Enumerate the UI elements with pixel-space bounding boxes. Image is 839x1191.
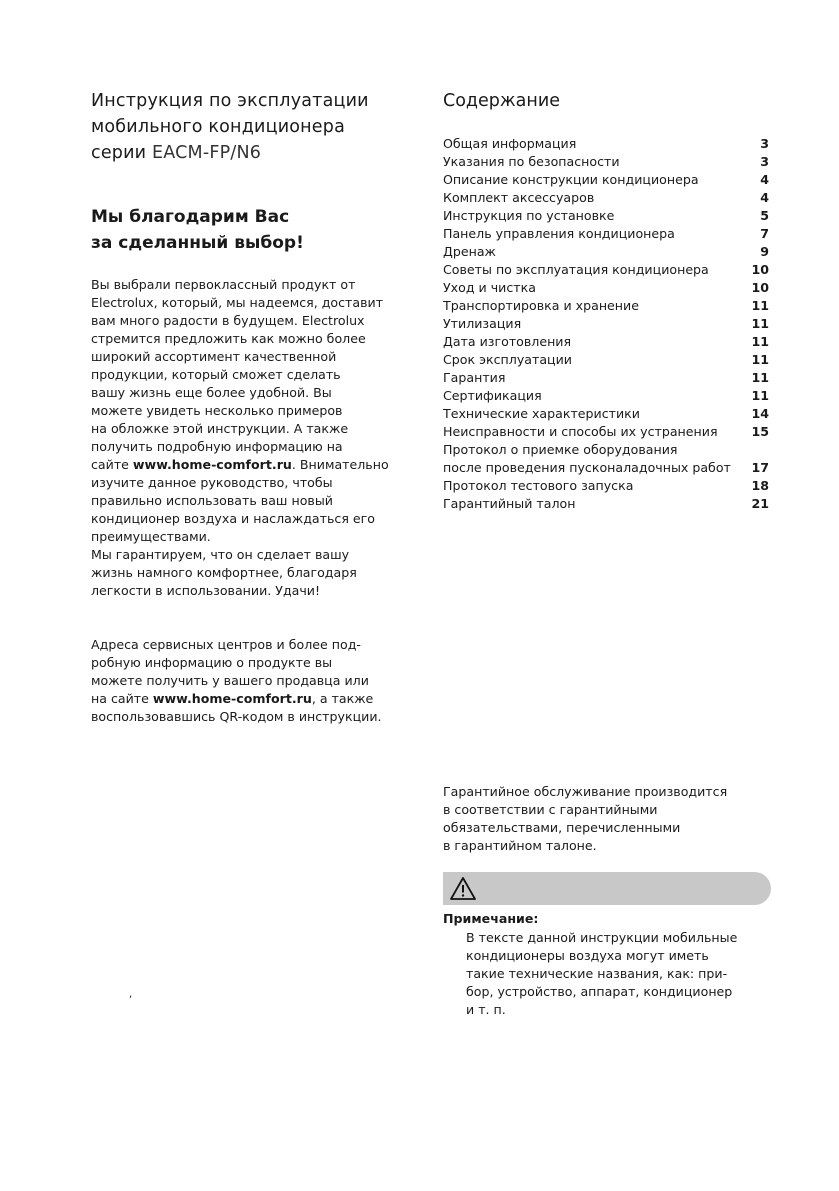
warranty-line: в гарантийном талоне.	[443, 838, 597, 853]
warranty-line: Гарантийное обслуживание производится	[443, 784, 728, 799]
toc-item-page: 11	[751, 352, 769, 367]
table-of-contents	[443, 88, 769, 511]
toc-item[interactable]	[443, 297, 769, 315]
note-line: кондиционеры воздуха могут иметь	[466, 948, 709, 963]
toc-item[interactable]	[443, 315, 769, 333]
toc-item-label: Гарантия	[443, 370, 506, 385]
intro-line: получить подробную информацию на	[91, 439, 343, 454]
toc-item-label: Срок эксплуатации	[443, 352, 572, 367]
toc-item-page: 7	[760, 226, 769, 241]
intro-line: преимуществами.	[91, 529, 211, 544]
title-line-1: Инструкция по эксплуатации	[91, 91, 369, 111]
toc-item-label: Комплект аксессуаров	[443, 190, 595, 205]
intro-line: сайте	[91, 457, 133, 472]
intro-text	[91, 276, 431, 600]
toc-item[interactable]	[443, 243, 769, 261]
left-column	[91, 88, 421, 724]
intro-line: Мы гарантируем, что он сделает вашу	[91, 547, 350, 562]
toc-item[interactable]	[443, 495, 769, 513]
warning-bar	[443, 872, 771, 905]
warning-triangle-icon	[449, 876, 477, 901]
toc-item[interactable]	[443, 153, 769, 171]
intro-line: можете увидеть несколько примеров	[91, 403, 343, 418]
toc-item-label: Общая информация	[443, 136, 577, 151]
toc-item[interactable]	[443, 423, 769, 441]
toc-item-label: Протокол тестового запуска	[443, 478, 634, 493]
toc-item-label: Уход и чистка	[443, 280, 536, 295]
note-label: Примечание:	[443, 911, 539, 926]
address-line: , а также	[311, 691, 374, 706]
toc-item-label: Транспортировка и хранение	[443, 298, 639, 313]
toc-item[interactable]	[443, 225, 769, 243]
toc-item-page: 11	[751, 334, 769, 349]
toc-item[interactable]	[443, 333, 769, 351]
thanks-line-2: за сделанный выбор!	[91, 233, 304, 253]
toc-item-page: 3	[760, 136, 769, 151]
website-link-2[interactable]: www.home-comfort.ru	[152, 691, 312, 706]
intro-line: изучите данное руководство, чтобы	[91, 475, 333, 490]
note-line: бор, устройство, аппарат, кондиционер	[466, 984, 733, 999]
toc-item[interactable]	[443, 171, 769, 189]
toc-item[interactable]	[443, 261, 769, 279]
toc-item-label: Дата изготовления	[443, 334, 572, 349]
intro-line: широкий ассортимент качественной	[91, 349, 337, 364]
toc-item-row	[443, 459, 769, 477]
address-line: Адреса сервисных центров и более под-	[91, 637, 361, 652]
toc-item[interactable]	[443, 351, 769, 369]
note-text	[466, 929, 771, 1019]
intro-line: кондиционер воздуха и наслаждаться его	[91, 511, 375, 526]
thanks-heading	[91, 204, 304, 256]
intro-line: правильно использовать ваш новый	[91, 493, 333, 508]
warranty-line: обязательствами, перечисленными	[443, 820, 681, 835]
intro-line: Electrolux, который, мы надеемся, доставит	[91, 295, 384, 310]
toc-item-page: 10	[751, 280, 769, 295]
toc-item-label: после проведения пусконаладочных работ	[443, 460, 731, 475]
toc-item-protocol[interactable]	[443, 441, 769, 477]
toc-item-label: Сертификация	[443, 388, 542, 403]
intro-line: вам много радости в будущем. Electrolux	[91, 313, 365, 328]
toc-item-label: Дренаж	[443, 244, 496, 259]
toc-item-page: 18	[751, 478, 769, 493]
intro-line: легкости в использовании. Удачи!	[91, 583, 321, 598]
intro-line: жизнь намного комфортнее, благодаря	[91, 565, 357, 580]
toc-item[interactable]	[443, 207, 769, 225]
note-line: В тексте данной инструкции мобильные	[466, 930, 738, 945]
toc-item-label: Указания по безопасности	[443, 154, 620, 169]
toc-item-page: 15	[751, 424, 769, 439]
toc-item-page: 10	[751, 262, 769, 277]
note-line: и т. п.	[466, 1002, 506, 1017]
title-line-2: мобильного кондиционера	[91, 117, 346, 137]
toc-item[interactable]	[443, 369, 769, 387]
toc-heading: Содержание	[443, 91, 560, 111]
toc-item[interactable]	[443, 387, 769, 405]
address-line: робную информацию о продукте вы	[91, 655, 333, 670]
toc-item-label: Утилизация	[443, 316, 522, 331]
intro-line: Вы выбрали первоклассный продукт от	[91, 277, 356, 292]
address-line: можете получить у вашего продавца или	[91, 673, 369, 688]
toc-item[interactable]	[443, 405, 769, 423]
toc-item-label: Описание конструкции кондиционера	[443, 172, 699, 187]
intro-line: вашу жизнь еще более удобной. Вы	[91, 385, 332, 400]
intro-line: стремится предложить как можно более	[91, 331, 366, 346]
toc-item-page: 21	[751, 496, 769, 511]
toc-list	[443, 135, 769, 513]
toc-item[interactable]	[443, 279, 769, 297]
service-address-text	[91, 636, 431, 726]
toc-item-page: 4	[760, 172, 769, 187]
model-name: EACM-FP/N6	[152, 143, 262, 163]
intro-line: на обложке этой инструкции. А также	[91, 421, 349, 436]
title-line-3-prefix: серии	[91, 143, 153, 163]
toc-item-label: Гарантийный талон	[443, 496, 576, 511]
toc-item-page: 17	[751, 460, 769, 475]
toc-item-page: 5	[760, 208, 769, 223]
warranty-text	[443, 783, 773, 855]
toc-item-page: 4	[760, 190, 769, 205]
thanks-line-1: Мы благодарим Вас	[91, 207, 290, 227]
toc-item-label: Неисправности и способы их устранения	[443, 424, 718, 439]
toc-item[interactable]	[443, 477, 769, 495]
intro-paragraph-1	[91, 276, 431, 546]
toc-item-page: 9	[760, 244, 769, 259]
toc-item[interactable]	[443, 189, 769, 207]
address-line: воспользовавшись QR-кодом в инструкции.	[91, 709, 382, 724]
toc-item-page: 14	[751, 406, 769, 421]
toc-item-label: Советы по эксплуатация кондиционера	[443, 262, 709, 277]
stray-mark: ,	[129, 989, 133, 1000]
address-line: на сайте	[91, 691, 153, 706]
intro-paragraph-2	[91, 546, 431, 600]
website-link[interactable]: www.home-comfort.ru	[132, 457, 292, 472]
intro-line: . Внимательно	[291, 457, 389, 472]
toc-item-page: 11	[751, 370, 769, 385]
intro-line: продукции, который сможет сделать	[91, 367, 341, 382]
toc-item-page: 3	[760, 154, 769, 169]
warranty-line: в соответствии с гарантийными	[443, 802, 658, 817]
toc-item-page: 11	[751, 298, 769, 313]
toc-item-label: Панель управления кондиционера	[443, 226, 675, 241]
note-line: такие технические названия, как: при-	[466, 966, 728, 981]
toc-item-page: 11	[751, 388, 769, 403]
toc-item-label: Инструкция по установке	[443, 208, 615, 223]
toc-item-label: Технические характеристики	[443, 406, 640, 421]
document-title	[91, 88, 421, 166]
toc-item[interactable]	[443, 135, 769, 153]
toc-item-page: 11	[751, 316, 769, 331]
toc-item-label: Протокол о приемке оборудования	[443, 442, 678, 457]
